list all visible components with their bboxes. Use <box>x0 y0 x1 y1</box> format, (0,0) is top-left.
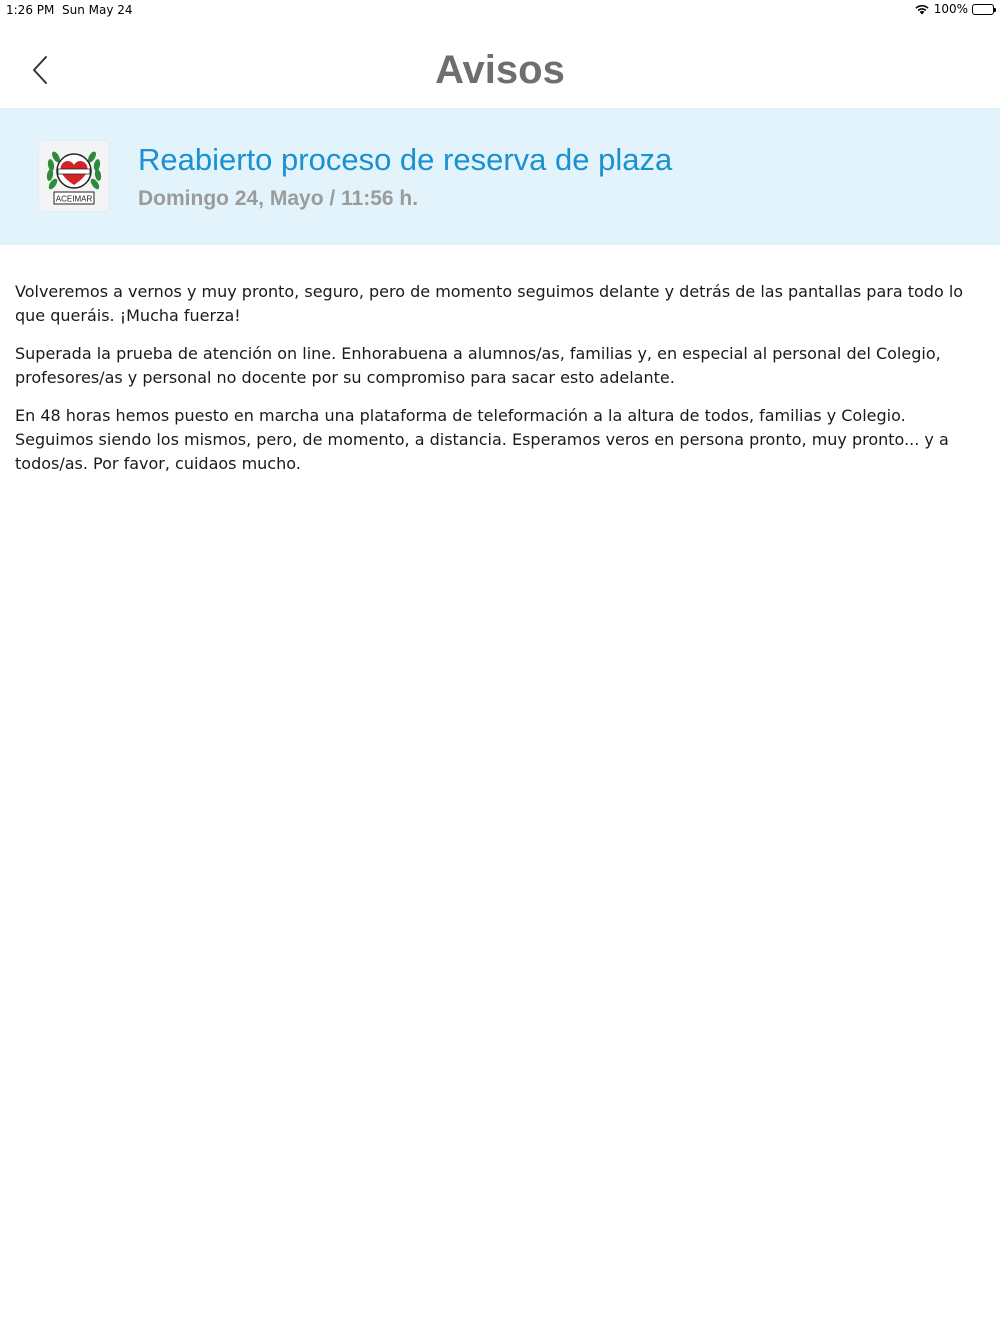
status-date: Sun May 24 <box>62 3 133 17</box>
notice-paragraph: Volveremos a vernos y muy pronto, seguro, pero de momento seguimos delante y detrás de las pantallas para todo lo que queráis. ¡Mucha fuerza! <box>15 282 964 325</box>
notice-header <box>0 108 1000 245</box>
wifi-icon <box>914 2 930 16</box>
status-bar <box>0 0 1000 20</box>
battery-percent: 100% <box>933 2 968 16</box>
page-title: Avisos <box>435 48 565 92</box>
notice-paragraph: En 48 horas hemos puesto en marcha una plataforma de teleformación a la altura de todos, familias y Colegio. Seguimos siendo los mismos, pero, de momento, a distancia. Esperamos veros en persona pronto, muy pronto... y a todos/as. Por favor, cuidaos mucho. <box>15 406 949 473</box>
notice-paragraph: Superada la prueba de atención on line. Enhorabuena a alumnos/as, familias y, en especial al personal del Colegio, profesores/as y personal no docente por su compromiso para sacar esto adelante. <box>15 344 941 387</box>
logo-label: ACEIMAR <box>55 194 93 204</box>
status-time: 1:26 PM <box>6 3 55 17</box>
notice-body <box>15 280 985 490</box>
notice-title: Reabierto proceso de reserva de plaza <box>138 142 673 177</box>
nav-header <box>0 20 1000 108</box>
battery-icon <box>972 4 994 15</box>
school-logo <box>39 141 109 211</box>
status-right <box>914 2 994 16</box>
aceimar-logo-icon <box>44 145 104 207</box>
notice-date: Domingo 24, Mayo / 11:56 h. <box>138 187 419 210</box>
